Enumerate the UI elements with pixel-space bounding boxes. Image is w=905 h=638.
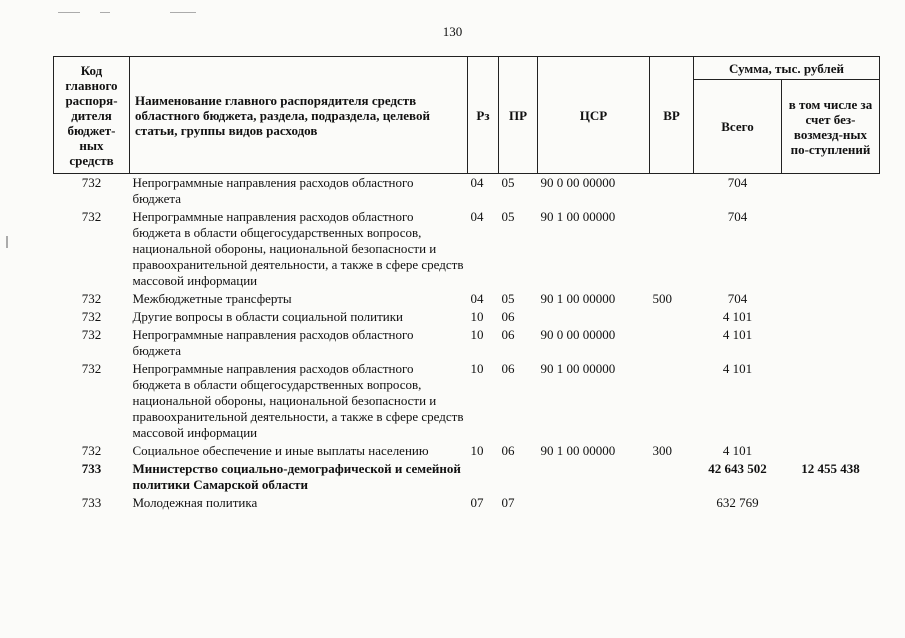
table-row (54, 326, 880, 360)
cell-pr (499, 460, 538, 494)
cell-kod: 732 (81, 291, 102, 306)
cell-name: Непрограммные направления расходов областного бюджета (132, 175, 414, 206)
table-row (54, 442, 880, 460)
header-name: Наименование главного распорядителя средств областного бюджета, раздела, подраздела, целевой статьи, группы видов расходов (130, 57, 468, 174)
cell-free (782, 442, 880, 460)
cell-total: 704 (727, 291, 748, 306)
cell-total: 42 643 502 (708, 461, 767, 476)
cell-pr: 06 (501, 309, 515, 324)
table-row (54, 360, 880, 442)
cell-csr (538, 494, 650, 512)
cell-csr (538, 460, 650, 494)
header-kod: Код главного распоря-дителя бюджет-ных средств (54, 57, 130, 174)
header-csr: ЦСР (538, 57, 650, 174)
table-row (54, 174, 880, 209)
cell-free: 12 455 438 (801, 461, 860, 476)
scan-artifact (170, 12, 196, 13)
table-row (54, 208, 880, 290)
cell-pr: 05 (501, 291, 515, 306)
cell-free (782, 360, 880, 442)
table-header (54, 57, 880, 174)
cell-rz: 04 (470, 209, 484, 224)
cell-name: Межбюджетные трансферты (132, 291, 292, 306)
cell-total: 4 101 (722, 361, 753, 376)
cell-total: 632 769 (716, 495, 759, 510)
cell-name: Другие вопросы в области социальной политики (132, 309, 403, 324)
cell-pr: 06 (501, 361, 515, 376)
cell-free (782, 326, 880, 360)
table-body (54, 174, 880, 513)
cell-vr (650, 494, 694, 512)
cell-vr (650, 360, 694, 442)
cell-total: 4 101 (722, 443, 753, 458)
cell-free (782, 174, 880, 209)
cell-rz: 10 (470, 327, 484, 342)
cell-rz: 07 (470, 495, 484, 510)
cell-kod: 732 (81, 443, 102, 458)
scan-artifact (58, 12, 80, 13)
cell-name: Непрограммные направления расходов областного бюджета в области общегосударственных вопросов, национальной обороны, национальной безопасности и правоохранительной деятельности, а также в сфере средств массовой информации (132, 209, 464, 288)
header-rz: Рз (468, 57, 499, 174)
cell-total: 704 (727, 209, 748, 224)
cell-csr: 90 1 00 00000 (540, 443, 616, 458)
header-pr: ПР (499, 57, 538, 174)
scan-artifact (100, 12, 110, 13)
cell-csr: 90 1 00 00000 (540, 209, 616, 224)
scan-artifact (6, 236, 8, 248)
cell-rz (468, 460, 499, 494)
cell-kod: 733 (81, 495, 102, 510)
cell-rz: 04 (470, 291, 484, 306)
header-free: в том числе за счет без-возмезд-ных по-ступлений (782, 80, 880, 174)
cell-csr (538, 308, 650, 326)
table-row (54, 460, 880, 494)
cell-vr (650, 208, 694, 290)
cell-free (782, 290, 880, 308)
cell-name: Социальное обеспечение и иные выплаты населению (132, 443, 429, 458)
cell-pr: 06 (501, 327, 515, 342)
cell-pr: 05 (501, 209, 515, 224)
cell-kod: 732 (81, 309, 102, 324)
header-total: Всего (694, 80, 782, 174)
cell-vr (650, 460, 694, 494)
cell-csr: 90 1 00 00000 (540, 361, 616, 376)
cell-name: Непрограммные направления расходов областного бюджета (132, 327, 414, 358)
cell-vr: 500 (652, 291, 672, 306)
cell-rz: 10 (470, 309, 484, 324)
table-row (54, 290, 880, 308)
cell-vr (650, 174, 694, 209)
cell-pr: 05 (501, 175, 515, 190)
cell-kod: 733 (81, 461, 102, 476)
page-number: 130 (442, 24, 463, 39)
cell-kod: 732 (81, 361, 102, 376)
cell-name: Непрограммные направления расходов областного бюджета в области общегосударственных вопросов, национальной обороны, национальной безопасности и правоохранительной деятельности, а также в сфере средств массовой информации (132, 361, 464, 440)
budget-table (53, 56, 880, 512)
cell-kod: 732 (81, 327, 102, 342)
cell-name: Молодежная политика (132, 495, 258, 510)
cell-free (782, 308, 880, 326)
cell-kod: 732 (81, 209, 102, 224)
cell-kod: 732 (81, 175, 102, 190)
table-row (54, 494, 880, 512)
cell-csr: 90 1 00 00000 (540, 291, 616, 306)
cell-csr: 90 0 00 00000 (540, 327, 616, 342)
cell-csr: 90 0 00 00000 (540, 175, 616, 190)
table-row (54, 308, 880, 326)
cell-pr: 06 (501, 443, 515, 458)
cell-vr (650, 308, 694, 326)
cell-vr (650, 326, 694, 360)
cell-name: Министерство социально-демографической и семейной политики Самарской области (132, 461, 461, 492)
cell-total: 704 (727, 175, 748, 190)
cell-free (782, 494, 880, 512)
cell-rz: 10 (470, 443, 484, 458)
cell-total: 4 101 (722, 309, 753, 324)
cell-rz: 10 (470, 361, 484, 376)
cell-free (782, 208, 880, 290)
cell-rz: 04 (470, 175, 484, 190)
cell-total: 4 101 (722, 327, 753, 342)
cell-vr: 300 (652, 443, 672, 458)
header-sum: Сумма, тыс. рублей (694, 57, 880, 80)
cell-pr: 07 (501, 495, 515, 510)
header-vr: ВР (650, 57, 694, 174)
